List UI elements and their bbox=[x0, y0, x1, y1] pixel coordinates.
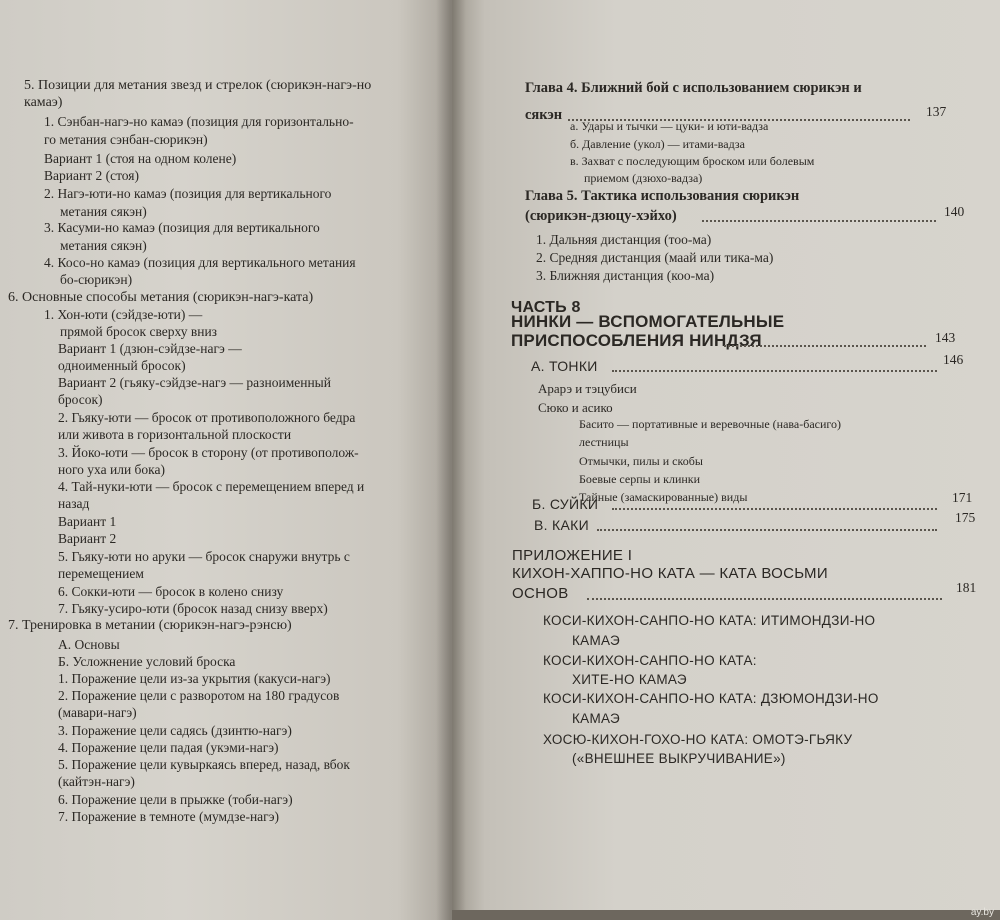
toc-entry: а. Удары и тычки — цуки- и юти-вадза bbox=[570, 119, 769, 133]
toc-entry: 7. Поражение в темноте (мумдзе-нагэ) bbox=[58, 809, 279, 824]
toc-entry: Тайные (замаскированные) виды bbox=[579, 490, 748, 504]
leader-dots bbox=[702, 220, 936, 222]
toc-entry: Вариант 1 (дзюн-сэйдзе-нагэ — bbox=[58, 341, 242, 356]
toc-entry: 6. Поражение цели в прыжке (тоби-нагэ) bbox=[58, 792, 293, 807]
part-8-heading: ЧАСТЬ 8 bbox=[511, 299, 581, 316]
toc-entry: Б. Усложнение условий броска bbox=[58, 654, 236, 669]
toc-entry: Отмычки, пилы и скобы bbox=[579, 454, 703, 468]
toc-entry: («ВНЕШНЕЕ ВЫКРУЧИВАНИЕ») bbox=[572, 751, 786, 766]
section-c-title: В. КАКИ bbox=[534, 517, 589, 533]
chapter-4-title-cont: сякэн bbox=[525, 107, 563, 123]
toc-entry: ного уха или бока) bbox=[58, 462, 166, 477]
toc-entry: Вариант 2 bbox=[58, 531, 117, 546]
toc-entry: 1. Поражение цели из-за укрытия (какуси-нагэ) bbox=[58, 671, 331, 686]
section-a-title: А. ТОНКИ bbox=[531, 358, 598, 374]
toc-entry: 5. Гьяку-юти но аруки — бросок снаружи внутрь с bbox=[58, 549, 350, 564]
toc-entry: 1. Хон-юти (сэйдзе-юти) — bbox=[44, 307, 203, 322]
toc-entry: (мавари-нагэ) bbox=[58, 705, 137, 720]
section-b-title: Б. СУЙКИ bbox=[532, 496, 599, 512]
appendix-heading: ПРИЛОЖЕНИЕ I bbox=[512, 547, 633, 564]
toc-entry: б. Давление (укол) — итами-вадза bbox=[570, 137, 745, 151]
toc-entry: Вариант 2 (гьяку-сэйдзе-нагэ — разноименный bbox=[58, 375, 331, 390]
toc-entry: КОСИ-КИХОН-САНПО-НО КАТА: ИТИМОНДЗИ-НО bbox=[543, 613, 876, 628]
page-number: 146 bbox=[943, 352, 964, 367]
toc-entry: Басито — портативные и веревочные (нава-басиго) bbox=[579, 417, 842, 431]
toc-entry: 3. Ближняя дистанция (коо-ма) bbox=[536, 268, 715, 283]
toc-entry: 3. Касуми-но камаэ (позиция для вертикального bbox=[44, 220, 320, 235]
toc-entry: А. Основы bbox=[58, 637, 120, 652]
toc-entry: 6. Основные способы метания (сюрикэн-нагэ-ката) bbox=[8, 290, 314, 305]
chapter-5-title-cont: (сюрикэн-дзюцу-хэйхо) bbox=[525, 208, 677, 224]
page-number: 181 bbox=[956, 580, 977, 595]
page-number: 143 bbox=[935, 330, 956, 345]
toc-entry: КАМАЭ bbox=[572, 633, 621, 648]
leader-dots bbox=[597, 529, 937, 531]
toc-entry: го метания сэнбан-сюрикэн) bbox=[44, 132, 208, 147]
toc-entry: 3. Поражение цели садясь (дзинтю-нагэ) bbox=[58, 723, 292, 738]
toc-entry: 3. Йоко-юти — бросок в сторону (от противополож- bbox=[58, 445, 359, 460]
left-page bbox=[0, 0, 452, 920]
toc-entry: назад bbox=[58, 496, 90, 511]
toc-entry: ХОСЮ-КИХОН-ГОХО-НО КАТА: ОМОТЭ-ГЬЯКУ bbox=[543, 732, 853, 747]
toc-entry: бо-сюрикэн) bbox=[60, 272, 133, 287]
leader-dots bbox=[724, 345, 926, 347]
toc-entry: 1. Сэнбан-нагэ-но камаэ (позиция для горизонтально- bbox=[44, 114, 354, 129]
part-8-title-cont: ПРИСПОСОБЛЕНИЯ НИНДЗЯ bbox=[511, 331, 762, 350]
toc-entry: метания сякэн) bbox=[60, 204, 147, 219]
toc-entry: бросок) bbox=[58, 392, 103, 407]
toc-entry: прямой бросок сверху вниз bbox=[60, 324, 218, 339]
toc-entry: КОСИ-КИХОН-САНПО-НО КАТА: bbox=[543, 653, 757, 668]
toc-entry: 7. Тренировка в метании (сюрикэн-нагэ-рэнсю) bbox=[8, 618, 292, 633]
toc-entry: 5. Позиции для метания звезд и стрелок (сюрикэн-нагэ-но bbox=[24, 78, 372, 93]
toc-entry: 2. Нагэ-юти-но камаэ (позиция для вертикального bbox=[44, 186, 332, 201]
part-8-title: НИНКИ — ВСПОМОГАТЕЛЬНЫЕ bbox=[511, 312, 785, 331]
appendix-title-cont: ОСНОВ bbox=[512, 585, 569, 602]
toc-entry: ХИТЕ-НО КАМАЭ bbox=[572, 672, 687, 687]
toc-entry: в. Захват с последующим броском или болевым bbox=[570, 154, 815, 168]
toc-entry: 2. Поражение цели с разворотом на 180 градусов bbox=[58, 688, 340, 703]
page-number: 175 bbox=[955, 510, 976, 525]
toc-entry: Сюко и асико bbox=[538, 400, 613, 415]
right-page bbox=[452, 0, 1000, 920]
page-number: 137 bbox=[926, 104, 947, 119]
toc-entry: КОСИ-КИХОН-САНПО-НО КАТА: ДЗЮМОНДЗИ-НО bbox=[543, 691, 879, 706]
leader-dots bbox=[587, 598, 942, 600]
toc-entry: Вариант 1 bbox=[58, 514, 117, 529]
appendix-title: КИХОН-ХАППО-НО КАТА — КАТА ВОСЬМИ bbox=[512, 565, 828, 582]
toc-entry: камаэ) bbox=[24, 95, 63, 110]
leader-dots bbox=[612, 508, 937, 510]
toc-entry: Вариант 1 (стоя на одном колене) bbox=[44, 151, 237, 166]
toc-entry: 4. Тай-нуки-юти — бросок с перемещением вперед и bbox=[58, 479, 365, 494]
toc-entry: 5. Поражение цели кувыркаясь вперед, назад, вбок bbox=[58, 757, 350, 772]
page-bottom-edge bbox=[452, 910, 1000, 920]
toc-entry: 6. Сокки-юти — бросок в колено снизу bbox=[58, 584, 284, 599]
toc-entry: приемом (дзюхо-вадза) bbox=[584, 171, 703, 185]
page-number: 171 bbox=[952, 490, 973, 505]
leader-dots bbox=[612, 370, 937, 372]
toc-entry: перемещением bbox=[58, 566, 144, 581]
toc-entry: 1. Дальняя дистанция (тоо-ма) bbox=[536, 232, 712, 247]
toc-entry: 7. Гьяку-усиро-юти (бросок назад снизу вверх) bbox=[58, 601, 328, 616]
chapter-4-title: Глава 4. Ближний бой с использованием сюрикэн и bbox=[525, 80, 862, 96]
toc-entry: 2. Средняя дистанция (маай или тика-ма) bbox=[536, 250, 774, 265]
toc-entry: или живота в горизонтальной плоскости bbox=[58, 427, 292, 442]
toc-entry: лестницы bbox=[579, 435, 629, 449]
toc-entry: КАМАЭ bbox=[572, 711, 621, 726]
toc-entry: 2. Гьяку-юти — бросок от противоположного бедра bbox=[58, 410, 356, 425]
toc-entry: Арарэ и тэцубиси bbox=[538, 381, 637, 396]
toc-entry: Боевые серпы и клинки bbox=[579, 472, 701, 486]
book-gutter bbox=[436, 0, 466, 920]
toc-entry: одноименный бросок) bbox=[58, 358, 186, 373]
toc-entry: метания сякэн) bbox=[60, 238, 147, 253]
watermark: ay.by bbox=[970, 907, 994, 918]
toc-entry: (кайтэн-нагэ) bbox=[58, 774, 135, 789]
toc-entry: Вариант 2 (стоя) bbox=[44, 168, 139, 183]
toc-entry: 4. Косо-но камаэ (позиция для вертикального метания bbox=[44, 255, 356, 270]
page-number: 140 bbox=[944, 204, 965, 219]
toc-entry: 4. Поражение цели падая (укэми-нагэ) bbox=[58, 740, 279, 755]
chapter-5-title: Глава 5. Тактика использования сюрикэн bbox=[525, 188, 800, 204]
